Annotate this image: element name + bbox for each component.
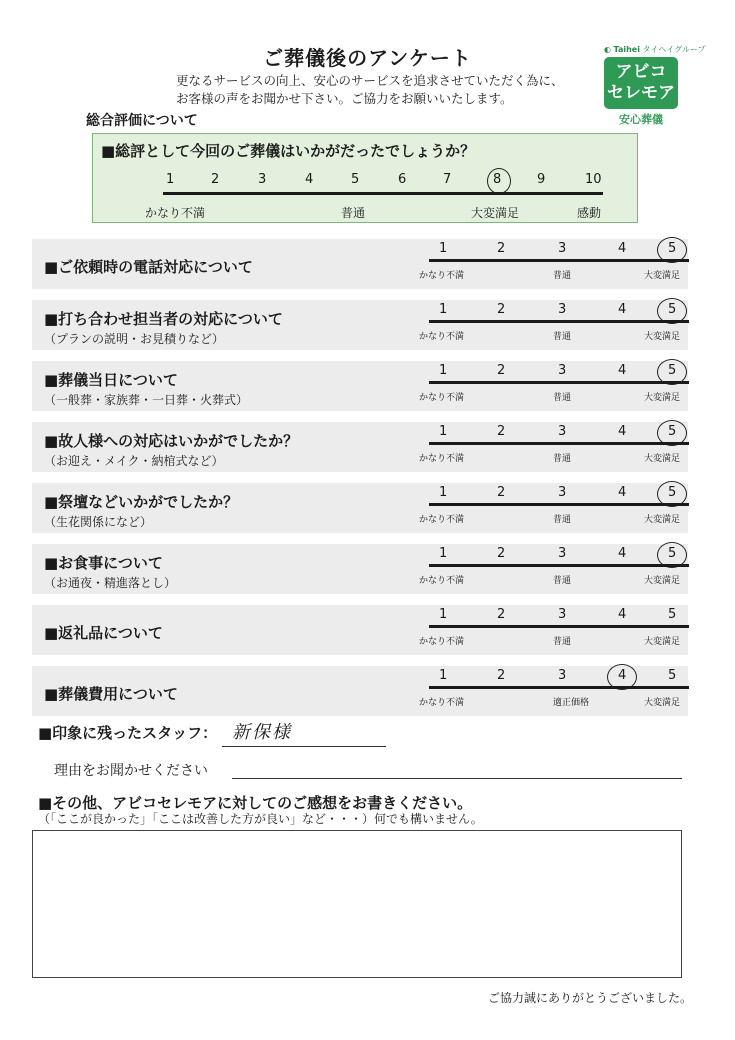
rating-scale-number[interactable]: 5: [668, 546, 677, 561]
overall-scale-number[interactable]: 9: [537, 172, 546, 187]
rating-scale-number[interactable]: 4: [618, 485, 627, 500]
company-logo: [604, 44, 706, 127]
rating-anchor-label: かなり不満: [419, 698, 465, 708]
rating-scale-number[interactable]: 1: [439, 668, 448, 683]
rating-scale-number[interactable]: 3: [558, 363, 567, 378]
comments-label: ■その他、アビコセレモアに対してのご感想をお書きください。: [38, 794, 473, 812]
rating-anchor-label: 大変満足: [644, 576, 681, 586]
rating-row: [32, 300, 688, 350]
overall-section-title: 総合評価について: [86, 113, 198, 129]
rating-row-label: ■ご依頼時の電話対応について: [44, 258, 253, 276]
rating-scale-number[interactable]: 4: [618, 607, 627, 622]
rating-scale-number[interactable]: 5: [668, 363, 677, 378]
rating-anchor-label: 大変満足: [644, 332, 681, 342]
rating-scale-number[interactable]: 4: [618, 363, 627, 378]
overall-scale-number[interactable]: 5: [351, 172, 360, 187]
rating-anchor-label: 普通: [553, 637, 572, 647]
rating-scale-number[interactable]: 3: [558, 546, 567, 561]
overall-scale-number[interactable]: 3: [258, 172, 267, 187]
rating-scale-line: [429, 686, 689, 689]
rating-row-sublabel: （生花関係になど）: [44, 515, 153, 529]
rating-scale-number[interactable]: 3: [558, 668, 567, 683]
rating-row-sublabel: （お通夜・精進落とし）: [44, 576, 177, 590]
rating-anchor-label: 普通: [553, 271, 572, 281]
rating-scale-number[interactable]: 3: [558, 607, 567, 622]
rating-anchor-label: 普通: [553, 576, 572, 586]
rating-anchor-label: かなり不満: [419, 576, 465, 586]
rating-row-label: ■祭壇などいかがでしたか？: [44, 493, 239, 511]
rating-scale-number[interactable]: 1: [439, 302, 448, 317]
overall-scale-line: [163, 192, 603, 195]
rating-scale-number[interactable]: 4: [618, 668, 627, 683]
rating-anchor-label: かなり不満: [419, 271, 465, 281]
reason-label: 理由をお聞かせください: [54, 763, 208, 779]
overall-rating-box: [92, 133, 638, 223]
rating-scale-number[interactable]: 3: [558, 424, 567, 439]
rating-scale-number[interactable]: 1: [439, 607, 448, 622]
rating-anchor-label: かなり不満: [419, 332, 465, 342]
group-label: [604, 44, 706, 55]
thanks-text: ご協力誠にありがとうございました。: [488, 991, 693, 1005]
rating-row-label: ■故人様への対応はいかがでしたか？: [44, 432, 299, 450]
rating-anchor-label: 大変満足: [644, 515, 681, 525]
comments-sub: （「ここが良かった」「ここは改善した方が良い」など・・・）何でも構いません。: [38, 812, 483, 826]
rating-row-sublabel: （お迎え・メイク・納棺式など）: [44, 454, 224, 468]
rating-scale-number[interactable]: 4: [618, 546, 627, 561]
rating-scale-number[interactable]: 1: [439, 363, 448, 378]
overall-scale-number[interactable]: 6: [398, 172, 407, 187]
rating-row: [32, 483, 688, 533]
rating-scale-number[interactable]: 2: [497, 546, 506, 561]
rating-row-label: ■返礼品について: [44, 624, 163, 642]
rating-scale-number[interactable]: 2: [497, 241, 506, 256]
overall-selected-circle: [487, 168, 511, 194]
overall-scale-number[interactable]: 2: [211, 172, 220, 187]
rating-scale-number[interactable]: 1: [439, 241, 448, 256]
rating-scale-line: [429, 503, 689, 506]
rating-anchor-label: かなり不満: [419, 637, 465, 647]
rating-scale-number[interactable]: 2: [497, 607, 506, 622]
rating-row-label: ■打ち合わせ担当者の対応について: [44, 310, 283, 328]
staff-answer[interactable]: 新保様: [232, 722, 292, 743]
rating-scale-number[interactable]: 5: [668, 607, 677, 622]
rating-anchor-label: 適正価格: [553, 698, 590, 708]
rating-scale-number[interactable]: 1: [439, 485, 448, 500]
rating-anchor-label: かなり不満: [419, 393, 465, 403]
rating-scale-number[interactable]: 2: [497, 668, 506, 683]
logo-name-line2: セレモア: [607, 83, 675, 103]
rating-row: [32, 422, 688, 472]
rating-anchor-label: 大変満足: [644, 271, 681, 281]
rating-row: [32, 605, 688, 655]
rating-anchor-label: 大変満足: [644, 393, 681, 403]
rating-anchor-label: 普通: [553, 332, 572, 342]
comments-box[interactable]: [32, 830, 682, 978]
rating-scale-number[interactable]: 1: [439, 424, 448, 439]
rating-row: [32, 361, 688, 411]
overall-anchor-top: 感動: [577, 206, 602, 220]
leaf-icon: ◐: [604, 45, 611, 54]
staff-label: ■印象に残ったスタッフ：: [38, 724, 218, 742]
rating-scale-number[interactable]: 2: [497, 485, 506, 500]
rating-scale-number[interactable]: 5: [668, 668, 677, 683]
rating-scale-number[interactable]: 4: [618, 241, 627, 256]
rating-scale-number[interactable]: 1: [439, 546, 448, 561]
rating-row: [32, 666, 688, 716]
intro-line-1: 更なるサービスの向上、安心のサービスを追求させていただく為に、: [176, 73, 564, 88]
rating-scale-number[interactable]: 5: [668, 424, 677, 439]
overall-scale-number[interactable]: 8: [493, 172, 502, 187]
group-brand: Taihei: [613, 45, 640, 54]
overall-anchor-mid: 普通: [341, 206, 366, 220]
rating-row-label: ■葬儀当日について: [44, 371, 178, 389]
survey-title: ご葬儀後のアンケート: [263, 46, 472, 70]
reason-answer-line[interactable]: [232, 778, 682, 779]
rating-scale-number[interactable]: 5: [668, 241, 677, 256]
staff-answer-line: [222, 746, 386, 747]
rating-anchor-label: 大変満足: [644, 637, 681, 647]
rating-anchor-label: かなり不満: [419, 454, 465, 464]
rating-anchor-label: 大変満足: [644, 454, 681, 464]
overall-anchor-low: かなり不満: [145, 206, 206, 220]
rating-scale-line: [429, 564, 689, 567]
rating-anchor-label: 大変満足: [644, 698, 681, 708]
rating-scale-line: [429, 259, 689, 262]
rating-scale-number[interactable]: 3: [558, 241, 567, 256]
rating-scale-number[interactable]: 5: [668, 302, 677, 317]
rating-scale-line: [429, 625, 689, 628]
rating-anchor-label: 普通: [553, 515, 572, 525]
rating-row: [32, 544, 688, 594]
intro-line-2: お客様の声をお聞かせ下さい。ご協力をお願いいたします。: [176, 91, 513, 106]
overall-scale-number[interactable]: 7: [443, 172, 452, 187]
rating-scale-line: [429, 442, 689, 445]
logo-badge: [604, 57, 678, 109]
rating-scale-number[interactable]: 2: [497, 424, 506, 439]
overall-anchor-high: 大変満足: [471, 206, 520, 220]
overall-question: ■総評として今回のご葬儀はいかがだったでしょうか？: [101, 142, 476, 160]
rating-anchor-label: 普通: [553, 454, 572, 464]
rating-scale-number[interactable]: 4: [618, 424, 627, 439]
rating-anchor-label: かなり不満: [419, 515, 465, 525]
overall-scale-number[interactable]: 1: [166, 172, 175, 187]
overall-scale-number[interactable]: 10: [585, 172, 602, 187]
rating-scale-line: [429, 320, 689, 323]
rating-scale-number[interactable]: 2: [497, 363, 506, 378]
logo-name-line1: アビコ: [615, 62, 667, 82]
intro-text: [176, 72, 564, 108]
rating-scale-number[interactable]: 3: [558, 485, 567, 500]
overall-scale-number[interactable]: 4: [305, 172, 314, 187]
rating-anchor-label: 普通: [553, 393, 572, 403]
rating-row-sublabel: （一般葬・家族葬・一日葬・火葬式）: [44, 393, 249, 407]
rating-scale-number[interactable]: 5: [668, 485, 677, 500]
rating-scale-line: [429, 381, 689, 384]
rating-row-label: ■葬儀費用について: [44, 685, 178, 703]
rating-scale-number[interactable]: 2: [497, 302, 506, 317]
group-name: タイヘイグループ: [642, 45, 706, 54]
rating-row-label: ■お食事について: [44, 554, 163, 572]
rating-row-sublabel: （プランの説明・お見積りなど）: [44, 332, 225, 346]
rating-scale-number[interactable]: 3: [558, 302, 567, 317]
rating-row: [32, 239, 688, 289]
rating-scale-number[interactable]: 4: [618, 302, 627, 317]
logo-tagline: 安心葬儀: [619, 113, 663, 126]
